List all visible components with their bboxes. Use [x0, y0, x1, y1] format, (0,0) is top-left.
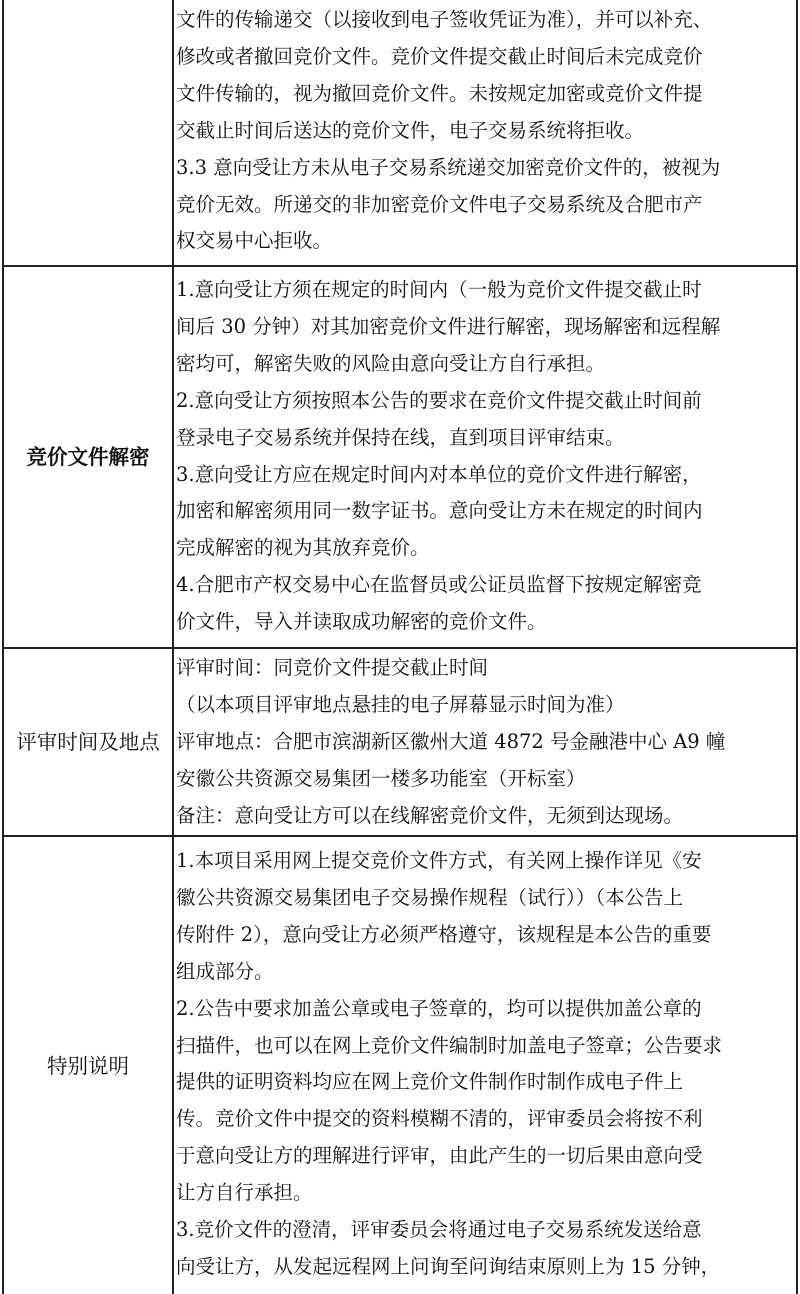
- text-line: 完成解密的视为其放弃竞价。: [176, 536, 430, 560]
- text-line: 竞价无效。所递交的非加密竞价文件电子交易系统及合肥市产: [176, 192, 703, 216]
- text-line: 4.合肥市产权交易中心在监督员或公证员监督下按规定解密竞: [176, 573, 702, 597]
- text-line: 让方自行承担。: [176, 1181, 313, 1205]
- text-line: 3.意向受让方应在规定时间内对本单位的竞价文件进行解密，: [176, 462, 702, 486]
- text-line: 文件的传输递交（以接收到电子签收凭证为准），并可以补充、: [176, 8, 713, 31]
- row-label: [4, 0, 172, 265]
- text-line: 修改或者撤回竞价文件。竞价文件提交截止时间后未完成竞价: [176, 44, 703, 68]
- row-content: [176, 2, 794, 260]
- text-line: 传。竞价文件中提交的资料模糊不清的，评审委员会将按不利: [176, 1107, 703, 1131]
- text-line: 向受让方，从发起远程网上问询至问询结束原则上为 15 分钟，: [176, 1254, 721, 1278]
- text-line: 2.意向受让方须按照本公告的要求在竞价文件提交截止时间前: [176, 388, 702, 412]
- text-line: 安徽公共资源交易集团一楼多功能室（开标室）: [176, 766, 586, 790]
- text-line: 评审时间：同竞价文件提交截止时间: [176, 656, 489, 679]
- text-line: 1.意向受让方须在规定的时间内（一般为竞价文件提交截止时: [176, 278, 702, 301]
- text-line: 备注：意向受让方可以在线解密竞价文件，无须到达现场。: [176, 803, 684, 827]
- text-line: 加密和解密须用同一数字证书。意向受让方未在规定的时间内: [176, 499, 703, 523]
- text-line: 于意向受让方的理解进行评审，由此产生的一切后果由意向受: [176, 1144, 703, 1168]
- text-line: 间后 30 分钟）对其加密竞价文件进行解密，现场解密和远程解: [176, 314, 721, 338]
- text-line: 传附件 2），意向受让方必须严格遵守，该规程是本公告的重要: [176, 922, 712, 946]
- text-line: 交截止时间后送达的竞价文件，电子交易系统将拒收。: [176, 118, 645, 142]
- text-line: 价文件，导入并读取成功解密的竞价文件。: [176, 610, 547, 634]
- row-label-decryption: 竞价文件解密: [26, 445, 150, 469]
- text-line: 权交易中心拒收。: [176, 229, 333, 253]
- text-line: 1.本项目采用网上提交竞价文件方式，有关网上操作详见《安: [176, 849, 702, 872]
- row-content-review: [176, 650, 794, 835]
- text-line: 3.3 意向受让方未从电子交易系统递交加密竞价文件的，被视为: [176, 155, 721, 179]
- text-line: 2.公告中要求加盖公章或电子签章的，均可以提供加盖公章的: [176, 996, 702, 1020]
- text-line: 组成部分。: [176, 959, 274, 983]
- text-line: 提供的证明资料均应在网上竞价文件制作时制作成电子件上: [176, 1070, 684, 1094]
- text-line: 3.竞价文件的澄清，评审委员会将通过电子交易系统发送给意: [176, 1218, 702, 1242]
- row-content-decryption: [176, 272, 794, 641]
- text-line: 密均可，解密失败的风险由意向受让方自行承担。: [176, 351, 606, 375]
- text-line: 登录电子交易系统并保持在线，直到项目评审结束。: [176, 425, 625, 449]
- text-line: 徽公共资源交易集团电子交易操作规程（试行））（本公告上: [176, 885, 684, 909]
- row-label-review: 评审时间及地点: [16, 730, 160, 754]
- row-label-special-notes: 特别说明: [47, 1053, 129, 1078]
- row-content-special-notes: [176, 843, 794, 1286]
- text-line: 文件传输的，视为撤回竞价文件。未按规定加密或竞价文件提: [176, 81, 703, 105]
- text-line: 扫描件，也可以在网上竞价文件编制时加盖电子签章；公告要求: [176, 1033, 723, 1057]
- text-line: 评审地点：合肥市滨湖新区徽州大道 4872 号金融港中心 A9 幢: [176, 729, 726, 753]
- text-line: （以本项目评审地点悬挂的电子屏幕显示时间为准）: [176, 692, 625, 716]
